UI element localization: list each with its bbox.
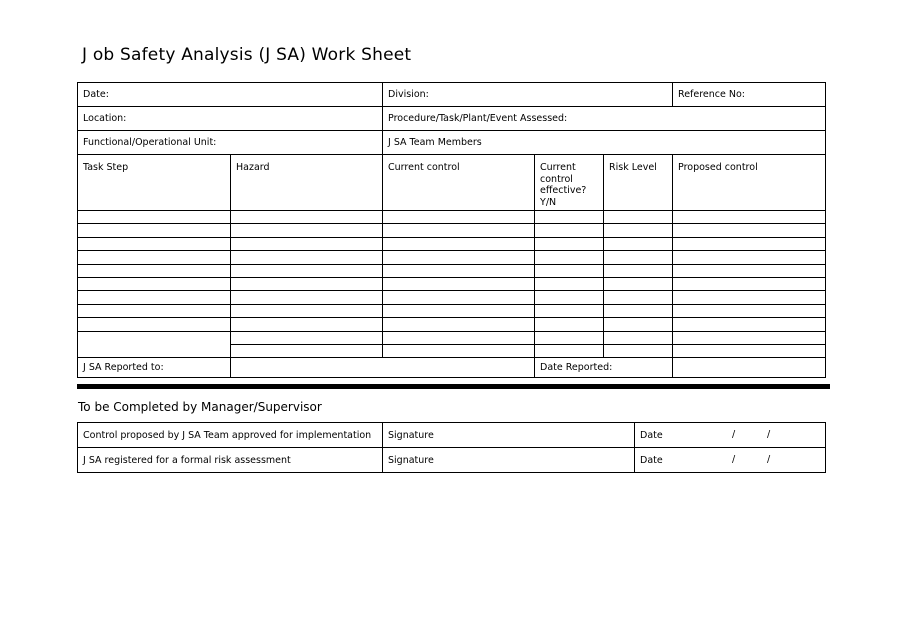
signature-field[interactable] [383,448,635,473]
table-row[interactable] [78,304,826,317]
division-label: Division: [388,89,429,100]
date-field[interactable] [78,83,383,107]
table-row[interactable] [78,277,826,290]
column-header-row [78,155,826,211]
jsa-worksheet-table [77,82,826,378]
team-field[interactable] [383,131,826,155]
table-row[interactable] [78,251,826,264]
reference-field[interactable] [673,83,826,107]
unit-field[interactable] [78,131,383,155]
date-separator: / [732,454,736,465]
date-reported-field[interactable] [673,358,826,378]
table-row[interactable] [78,237,826,250]
reference-label: Reference No: [678,89,745,100]
signoff-date-field[interactable] [635,448,826,473]
col-hazard: Hazard [231,155,383,211]
date-separator: / [732,429,736,440]
col-effective: Current control effective? Y/N [535,155,604,211]
location-label: Location: [83,113,127,124]
table-row[interactable] [78,318,826,331]
team-label: J SA Team Members [388,137,482,148]
table-row[interactable] [78,264,826,277]
date-separator: / [767,429,771,440]
unit-label: Functional/Operational Unit: [83,137,217,148]
location-field[interactable] [78,107,383,131]
col-task-step: Task Step [78,155,231,211]
col-risk-level: Risk Level [604,155,673,211]
signoff-date-label: Date [640,429,663,441]
signoff-description: J SA registered for a formal risk assessment [78,448,383,473]
signature-field[interactable] [383,423,635,448]
signoff-row [78,448,826,473]
signoff-row [78,423,826,448]
table-row[interactable] [78,331,826,344]
signoff-date-field[interactable] [635,423,826,448]
table-row[interactable] [78,211,826,224]
date-separator: / [767,454,771,465]
col-proposed-control: Proposed control [673,155,826,211]
signature-label: Signature [388,454,434,466]
table-row[interactable] [78,224,826,237]
reported-to-field[interactable] [231,358,535,378]
page-title: J ob Safety Analysis (J SA) Work Sheet [82,45,412,65]
signoff-description: Control proposed by J SA Team approved for implementation [78,423,383,448]
date-label: Date: [83,89,109,100]
divider [77,384,830,389]
signature-label: Signature [388,429,434,441]
section-title: To be Completed by Manager/Supervisor [78,400,322,414]
procedure-field[interactable] [383,107,826,131]
procedure-label: Procedure/Task/Plant/Event Assessed: [388,113,568,124]
table-row[interactable] [78,291,826,304]
col-current-control: Current control [383,155,535,211]
date-reported-label: Date Reported: [535,358,673,378]
signoff-date-label: Date [640,454,663,466]
signoff-table [77,422,826,473]
division-field[interactable] [383,83,673,107]
reported-to-label: J SA Reported to: [78,358,231,378]
